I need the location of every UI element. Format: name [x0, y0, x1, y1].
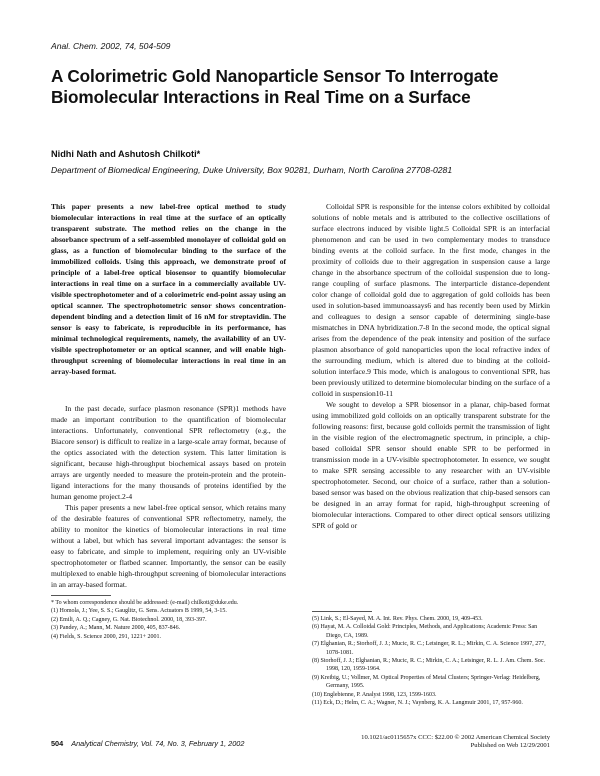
- body-paragraph: Colloidal SPR is responsible for the intense colors exhibited by colloidal solutions of noble metals and is attributed to the collective oscillations of surface electrons induced by visible light.5 Colloidal SPR is an interfacial phenomenon and can be used in two complementary modes to transduce binding events at the colloid surface. In the first mode, changes in the proximity of colloids due to their aggregation in suspension cause a large change in the absorbance spectrum of the colloidal suspension due to long-range coupling of surface plasmons. The interparticle distance-dependent color change of colloidal gold due to aggregation of gold colloids has been used in solution-based immunoassays6 and has recently been used by Mirkin and colleagues to design a sensor capable of determining single-base mismatches in DNA hybridization.7-8 In the second mode, the optical signal arises from the dependence of the peak intensity and position of the surface plasmon absorbance of gold nanoparticles upon the local refractive index of the surrounding medium, which is altered due to binding at the colloid-solution interface.9 This mode, which is analogous to conventional SPR, has been previously utilized to determine biomolecular binding on the surface of a colloid in suspension10-11: [312, 202, 550, 398]
- reference-item: (7) Elghanian, R.; Storhoff, J. J.; Mucic, R. C.; Letsinger, R. L.; Mirkin, C. A. Science 1997, 277, 1078-1081.: [312, 641, 546, 656]
- reference-item: (5) Link, S.; El-Sayed, M. A. Int. Rev. Phys. Chem. 2000, 19, 409-453.: [312, 616, 483, 622]
- author-affiliation: Department of Biomedical Engineering, Duke University, Box 90281, Durham, North Carolina 27708-0281: [51, 165, 453, 175]
- author-list: Nidhi Nath and Ashutosh Chilkoti*: [51, 149, 201, 159]
- body-paragraph: We sought to develop a SPR biosensor in a planar, chip-based format using immobilized gold colloids on an optically transparent substrate for the following reasons: first, because gold colloids permit the transmission of light in the visible region of the electromagnetic spectrum, in principle, a chip-based colloidal SPR sensor should enable SPR to be performed in transmission mode in a UV-visible spectrophotometer. In essence, we sought to make SPR sensing accessible to any researcher with an UV-visible spectrophotometer. Second, our choice of a surface, rather than a solution-based sensor was based on the obvious realization that chip-based sensors can be designed in an array format for rapid, high-throughput screening of biomolecular interactions. Compared to other direct optical sensors utilizing SPR of gold or: [312, 400, 550, 530]
- reference-item: (9) Kreibig, U.; Vollmer, M. Optical Properties of Metal Clusters; Springer-Verlag: Heidelberg, Germany, 1995.: [312, 674, 541, 690]
- footnote-correspondence: * To whom correspondence should be addressed: (e-mail) chilkoti@duke.edu.: [51, 600, 239, 606]
- body-paragraph: This paper presents a new label-free optical sensor, which retains many of the desirable features of conventional SPR reflectometry, namely, the ability to monitor the kinetics of biomolecular interactions in real time without a label, but which has several important advantages: the sensor is easy to fabricate, and simple to implement, requiring only an UV-visible spectrophotometer or flatbed scanner. Importantly, the sensor can be easily multiplexed to enable high-throughput screening of biomolecular interactions in an array-based format.: [51, 503, 286, 589]
- footnote-divider: [312, 611, 372, 612]
- reference-item: (3) Pandey, A.; Mann, M. Nature 2000, 405, 837-846.: [51, 625, 181, 632]
- reference-item: (2) Emili, A. Q.; Cagney, G. Nat. Biotechnol. 2000, 18, 393-397.: [51, 616, 207, 623]
- abstract: This paper presents a new label-free optical method to study biomolecular interactions in real time at the surface of an optically transparent substrate. The method relies on the change in the absorbance spectrum of a self-assembled monolayer of colloidal gold on glass, as a function of biomolecular binding to the surface of the immobilized colloids. Using this approach, we demonstrate proof of principle of a label-free optical biosensor to quantify biomolecular interactions in real time on a surface in a commercially available UV-visible spectrophotometer and of a colorimetric end-point assay using an optical scanner. The spectrophotometric sensor shows concentration-dependent binding and a detection limit of 16 nM for streptavidin. The sensor is easy to fabricate, is reproducible in its performance, has minimal technological requirements, namely, the availability of an UV-visible spectrophotometer or an optical scanner, and will enable high-throughput screening of biomolecular interactions in real time in an array-based format.: [51, 202, 286, 376]
- reference-list: [312, 615, 550, 707]
- page-footer-right: [340, 734, 550, 750]
- reference-item: (10) Englebienne, P. Analyst 1998, 123, 1599-1603.: [312, 691, 437, 698]
- footnote-list: [51, 599, 286, 641]
- publication-date: Published on Web 12/29/2001: [470, 742, 550, 750]
- reference-item: (6) Hayat, M. A. Colloidal Gold: Principles, Methods, and Applications; Academic Press: San Diego, CA, 1989.: [312, 624, 538, 639]
- footnote-divider: [51, 595, 111, 596]
- page-number: 504: [51, 739, 64, 748]
- journal-issue: Analytical Chemistry, Vol. 74, No. 3, February 1, 2002: [71, 739, 245, 748]
- reference-item: (8) Storhoff, J. J.; Elghanian, R.; Mucic, R. C.; Mirkin, C. A.; Letsinger, R. L. J. Am. Chem. Soc. 1998, 120, 1959-1964.: [312, 658, 545, 673]
- reference-item: (1) Homola, J.; Yee, S. S.; Gauglitz, G. Sens. Actuators B 1999, 54, 3-15.: [51, 608, 227, 615]
- article-title: A Colorimetric Gold Nanoparticle Sensor To Interrogate Biomolecular Interactions in Real Time on a Surface: [51, 66, 499, 107]
- left-column: [51, 201, 286, 641]
- reference-item: (11) Eck, D.; Helm, C. A.; Wagner, N. J.; Vaynberg, K. A. Langmuir 2001, 17, 957-960.: [312, 700, 523, 707]
- page-footer-left: [51, 739, 244, 748]
- journal-reference: Anal. Chem. 2002, 74, 504-509: [51, 41, 171, 51]
- doi-copyright: 10.1021/ac0115657x CCC: $22.00 © 2002 American Chemical Society: [361, 734, 550, 741]
- right-column: [312, 201, 550, 531]
- reference-item: (4) Fields, S. Science 2000, 291, 1221+ 2001.: [51, 633, 162, 640]
- right-reference-block: [312, 611, 550, 707]
- body-paragraph: In the past decade, surface plasmon resonance (SPR)1 methods have made an important contribution to the quantification of biomolecular interactions. Unfortunately, conventional SPR reflectometry (e.g., the Biacore sensor) is difficult to realize in a large-scale array format, because of the optics associated with the detection system. This latter limitation is significant, because high-throughput biochemical assays based on protein arrays are urgently needed to measure the protein-protein and the protein-ligand interactions for the many thousands of proteins identified by the human genome project.2-4: [51, 404, 286, 501]
